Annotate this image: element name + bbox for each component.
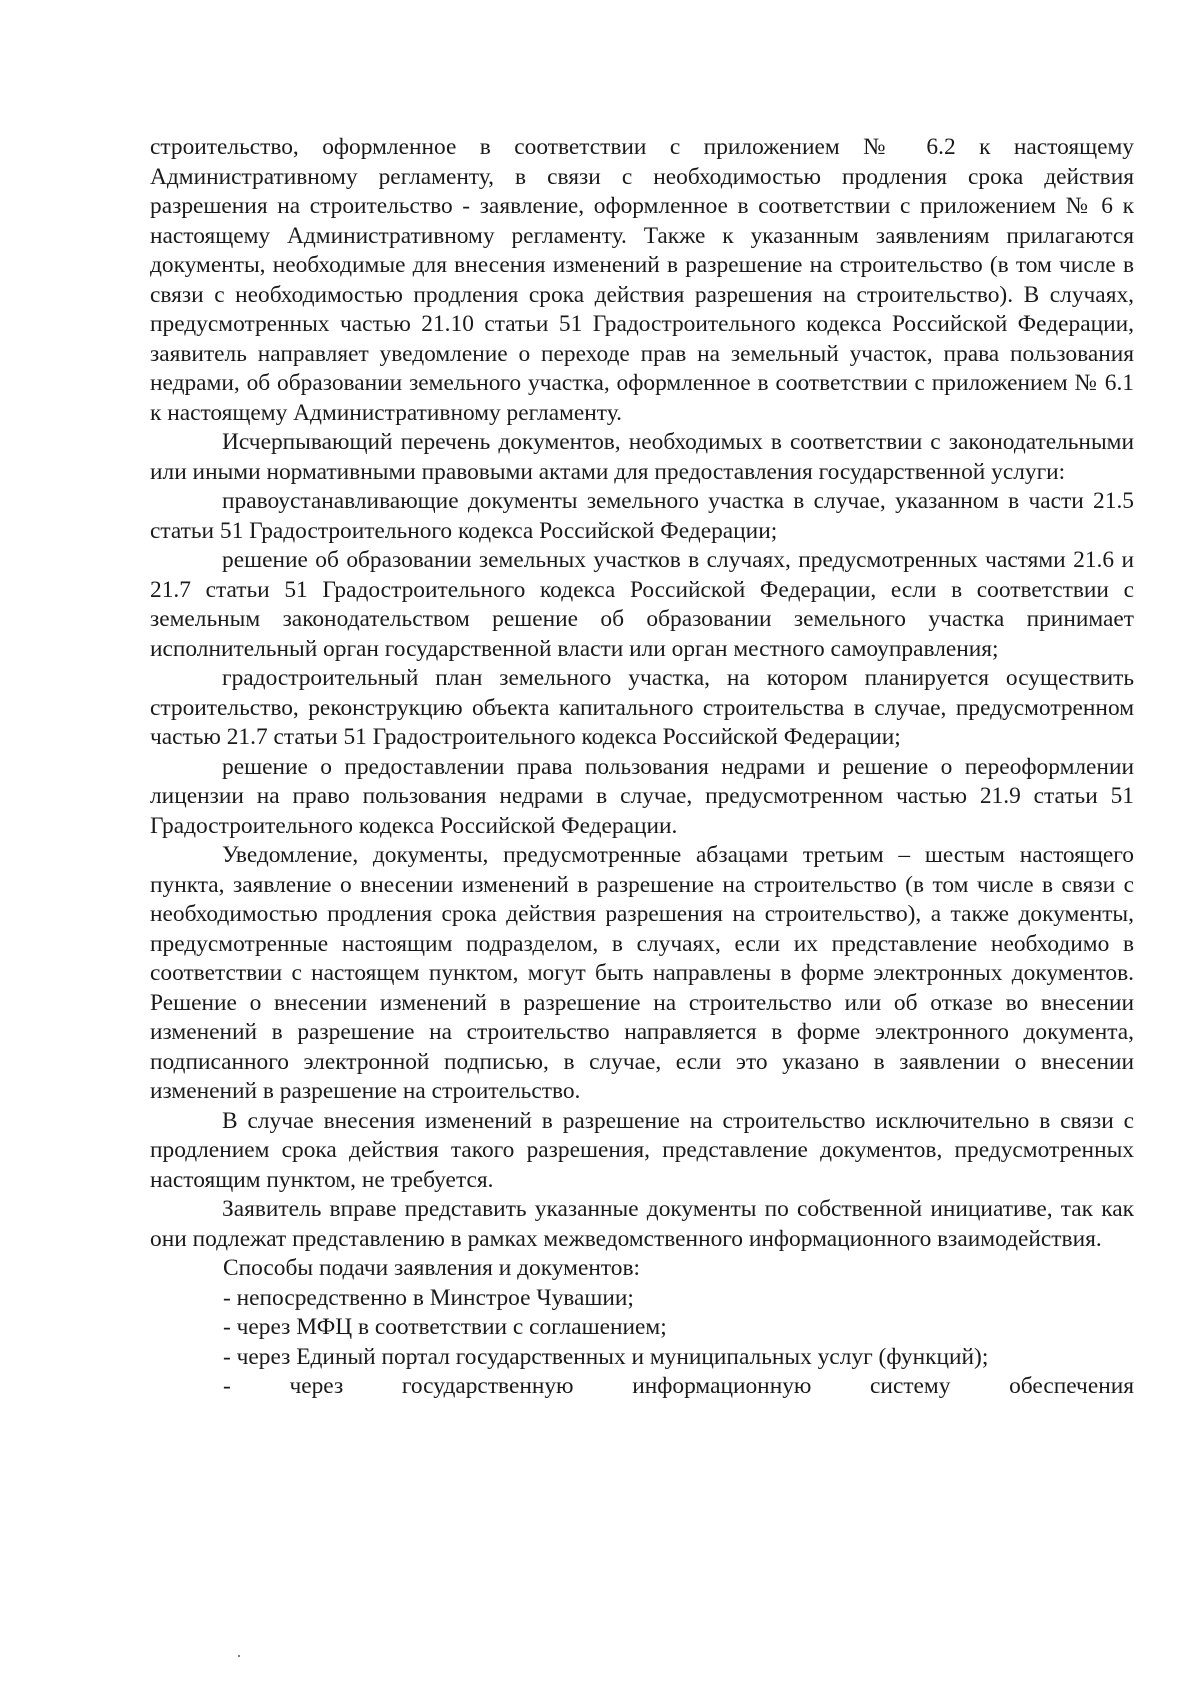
method-item: - через МФЦ в соответствии с соглашением; <box>223 1314 667 1340</box>
paragraph-extension-case: В случае внесения изменений в разрешение на строительство исключительно в связи с продлением срока действия такого разрешения, представление документов, предусмотренных настоящим пунктом, не требуется. <box>150 1107 1134 1193</box>
paragraph-title-documents: правоустанавливающие документы земельного участка в случае, указанном в части 21.5 статьи 51 Градостроительного кодекса Российской Федерации; <box>150 488 1134 544</box>
paragraph-exhaustive-list: Исчерпывающий перечень документов, необходимых в соответствии с законодательными или иными нормативными правовыми актами для предоставления государственной услуги: <box>150 429 1134 485</box>
method-item: - через государственную информационную систему обеспечения <box>223 1373 1134 1399</box>
paragraph-notification-electronic: Уведомление, документы, предусмотренные абзацами третьим – шестым настоящего пункта, заявление о внесении изменений в разрешение на строительство (в том числе в связи с необходимостью продления срока действия разрешения на строительство), а также документы, предусмотренные настоящим подразделом, в случаях, если их представление необходимо в соответствии с настоящем пунктом, могут быть направлены в форме электронных документов. Решение о внесении изменений в разрешение на строительство или об отказе во внесении изменений в разрешение на строительство направляется в форме электронного документа, подписанного электронной подписью, в случае, если это указано в заявлении о внесении изменений в разрешение на строительство. <box>150 842 1134 1104</box>
method-item: - непосредственно в Минстрое Чувашии; <box>223 1284 634 1311</box>
paragraph-urban-plan: градостроительный план земельного участка, на котором планируется осуществить строительство, реконструкцию объекта капитального строительства в случае, предусмотренном частью 21.7 статьи 51 Градостроительного кодекса Российской Федерации; <box>150 665 1134 750</box>
paragraph-applicant-right: Заявитель вправе представить указанные документы по собственной инициативе, так как они подлежат представлению в рамках межведомственного информационного взаимодействия. <box>150 1196 1134 1252</box>
paragraph-land-formation-decision: решение об образовании земельных участков в случаях, предусмотренных частями 21.6 и 21.7 статьи 51 Градостроительного кодекса Российской Федерации, если в соответствии с земельным законодательством решение об образовании земельного участка принимает исполнительный орган государственной власти или орган местного самоуправления; <box>150 547 1134 662</box>
document-body <box>150 133 1134 1402</box>
paragraph-subsoil-decision: решение о предоставлении права пользования недрами и решение о переоформлении лицензии на право пользования недрами в случае, предусмотренном частью 21.9 статьи 51 Градостроительного кодекса Российской Федерации. <box>150 753 1134 839</box>
methods-heading: Способы подачи заявления и документов: <box>223 1255 640 1281</box>
scan-speck <box>238 1655 240 1657</box>
paragraph-continuation: строительство, оформленное в соответствии с приложением № 6.2 к настоящему Административному регламенту, в связи с необходимостью продления срока действия разрешения на строительство - заявление, оформленное в соответствии с приложением № 6 к настоящему Административному регламенту. Также к указанным заявлениям прилагаются документы, необходимые для внесения изменений в разрешение на строительство (в том числе в связи с необходимостью продления срока действия разрешения на строительство). В случаях, предусмотренных частью 21.10 статьи 51 Градостроительного кодекса Российской Федерации, заявитель направляет уведомление о переходе прав на земельный участок, права пользования недрами, об образовании земельного участка, оформленное в соответствии с приложением № 6.1 к настоящему Административному регламенту. <box>150 134 1134 426</box>
method-item: - через Единый портал государственных и муниципальных услуг (функций); <box>223 1343 989 1370</box>
